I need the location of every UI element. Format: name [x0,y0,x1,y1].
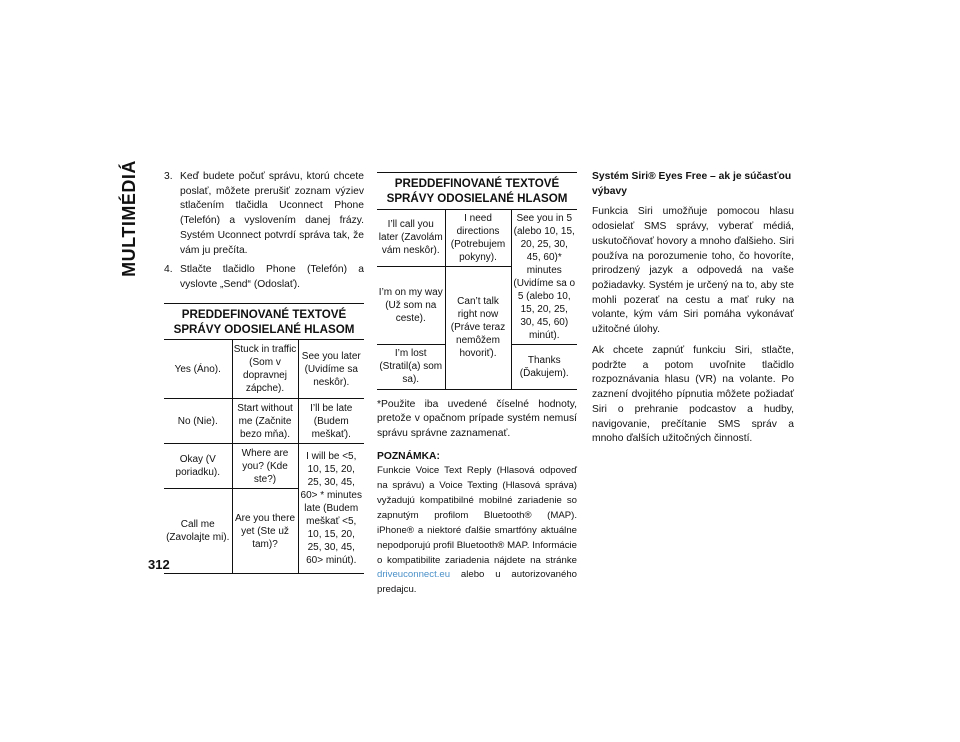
column-middle [377,172,577,598]
table-cell: I’m lost (Stratil(a) som sa). [377,344,445,389]
table-cell: Can’t talk right now (Práve teraz nemôžem hovoriť). [445,266,511,389]
footnote: *Použite iba uvedené číselné hodnoty, pretože v opačnom prípade systém nemusí správu správne zaznamenať. [377,398,577,440]
table-cell: I’ll be late (Budem meškať). [298,399,364,444]
column-right [592,170,794,453]
table-cell: I’m on my way (Už som na ceste). [377,266,445,344]
table-cell: Yes (Áno). [164,340,232,399]
table-cell: Where are you? (Kde ste?) [232,444,298,489]
step-text: Keď budete počuť správu, ktorú chcete poslať, môžete prerušiť zoznam výziev stlačením tlačidla Uconnect Phone (Telefón) a vyslovením danej frázy. Systém Uconnect potvrdí správa tak, že vám ju prečíta. [180,171,364,256]
table-row [164,399,364,444]
table-cell: Start without me (Začnite bezo mňa). [232,399,298,444]
table-row [164,340,364,399]
section-side-label-text: MULTIMÉDIÁ [118,159,139,277]
table-cell: I’ll call you later (Zavolám vám neskôr). [377,209,445,266]
step-number: 4. [164,264,173,276]
note-heading: POZNÁMKA: [377,450,440,462]
paragraph: Funkcia Siri umožňuje pomocou hlasu odosielať SMS správy, vyberať médiá, uskutočňovať hovory a mnoho ďalšieho. Siri používa na porozumenie toho, čo hovoríte, prirodzený jazyk a odpovedá na vaše požiadavky. Systém je určený na to, aby ste mohli pozerať na cestu a mať ruky na volante, kým vám Siri pomáha vykonávať užitočné úlohy. [592,206,794,336]
section-heading: Systém Siri® Eyes Free – ak je súčasťou výbavy [592,171,792,197]
uconnect-website-link[interactable]: driveuconnect.eu [377,569,451,581]
table-title: PREDDEFINOVANÉ TEXTOVÉ SPRÁVY ODOSIELANÉ HLASOM [377,173,577,210]
column-left [164,170,364,574]
note-tail-text: alebo u autorizovaného predajcu. [377,569,578,596]
step-number: 3. [164,171,173,182]
table-cell: Stuck in traffic (Som v dopravnej zápche). [232,340,298,399]
note-text [377,464,577,598]
table-cell: Call me (Zavolajte mi). [164,489,232,574]
table-cell: I will be <5, 10, 15, 20, 25, 30, 45, 60> * minutes late (Budem meškať <5, 10, 15, 20, 25, 30, 45, 60> minút). [298,444,364,574]
table-row [377,209,577,266]
table-row [164,444,364,489]
note-body-text: Funkcie Voice Text Reply (Hlasová odpoveď na správu) a Voice Texting (Hlasová správa) vyžadujú kompatibilné mobilné zariadenie so zapnutým profilom Bluetooth® (MAP). iPhone® a niektoré ďalšie smartfóny aktuálne nepodporujú profil Bluetooth® MAP. Informácie o kompatibilite zariadenia nájdete na stránke [377,465,577,566]
phrases-table-1 [164,303,364,575]
page-number: 312 [148,557,170,572]
table-title: PREDDEFINOVANÉ TEXTOVÉ SPRÁVY ODOSIELANÉ HLASOM [164,303,364,340]
table-cell: Are you there yet (Ste už tam)? [232,489,298,574]
table-cell: No (Nie). [164,399,232,444]
paragraph: Ak chcete zapnúť funkciu Siri, stlačte, podržte a potom uvoľnite tlačidlo rozpoznávania hlasu (VR) na volante. Po zaznení dvojitého pípnutia môžete požiadať Siri o prehranie podcastov a hudby, navigovanie, prečítanie SMS správ a mnoho ďalších užitočných činností. [592,344,794,445]
step-item [164,263,364,292]
table-cell: Thanks (Ďakujem). [511,344,577,389]
section-side-label [118,159,140,277]
steps-list [164,170,364,293]
table-cell: I need directions (Potrebujem pokyny). [445,209,511,266]
step-item [164,170,364,258]
table-cell: Okay (V poriadku). [164,444,232,489]
table-cell: See you later (Uvidíme sa neskôr). [298,340,364,399]
step-text: Stlačte tlačidlo Phone (Telefón) a vyslovte „Send“ (Odoslať). [180,264,364,291]
table-cell: See you in 5 (alebo 10, 15, 20, 25, 30, 45, 60)* minutes (Uvidíme sa o 5 (alebo 10, 15, 20, 25, 30, 45, 60) minút). [511,209,577,344]
phrases-table-2 [377,172,577,390]
